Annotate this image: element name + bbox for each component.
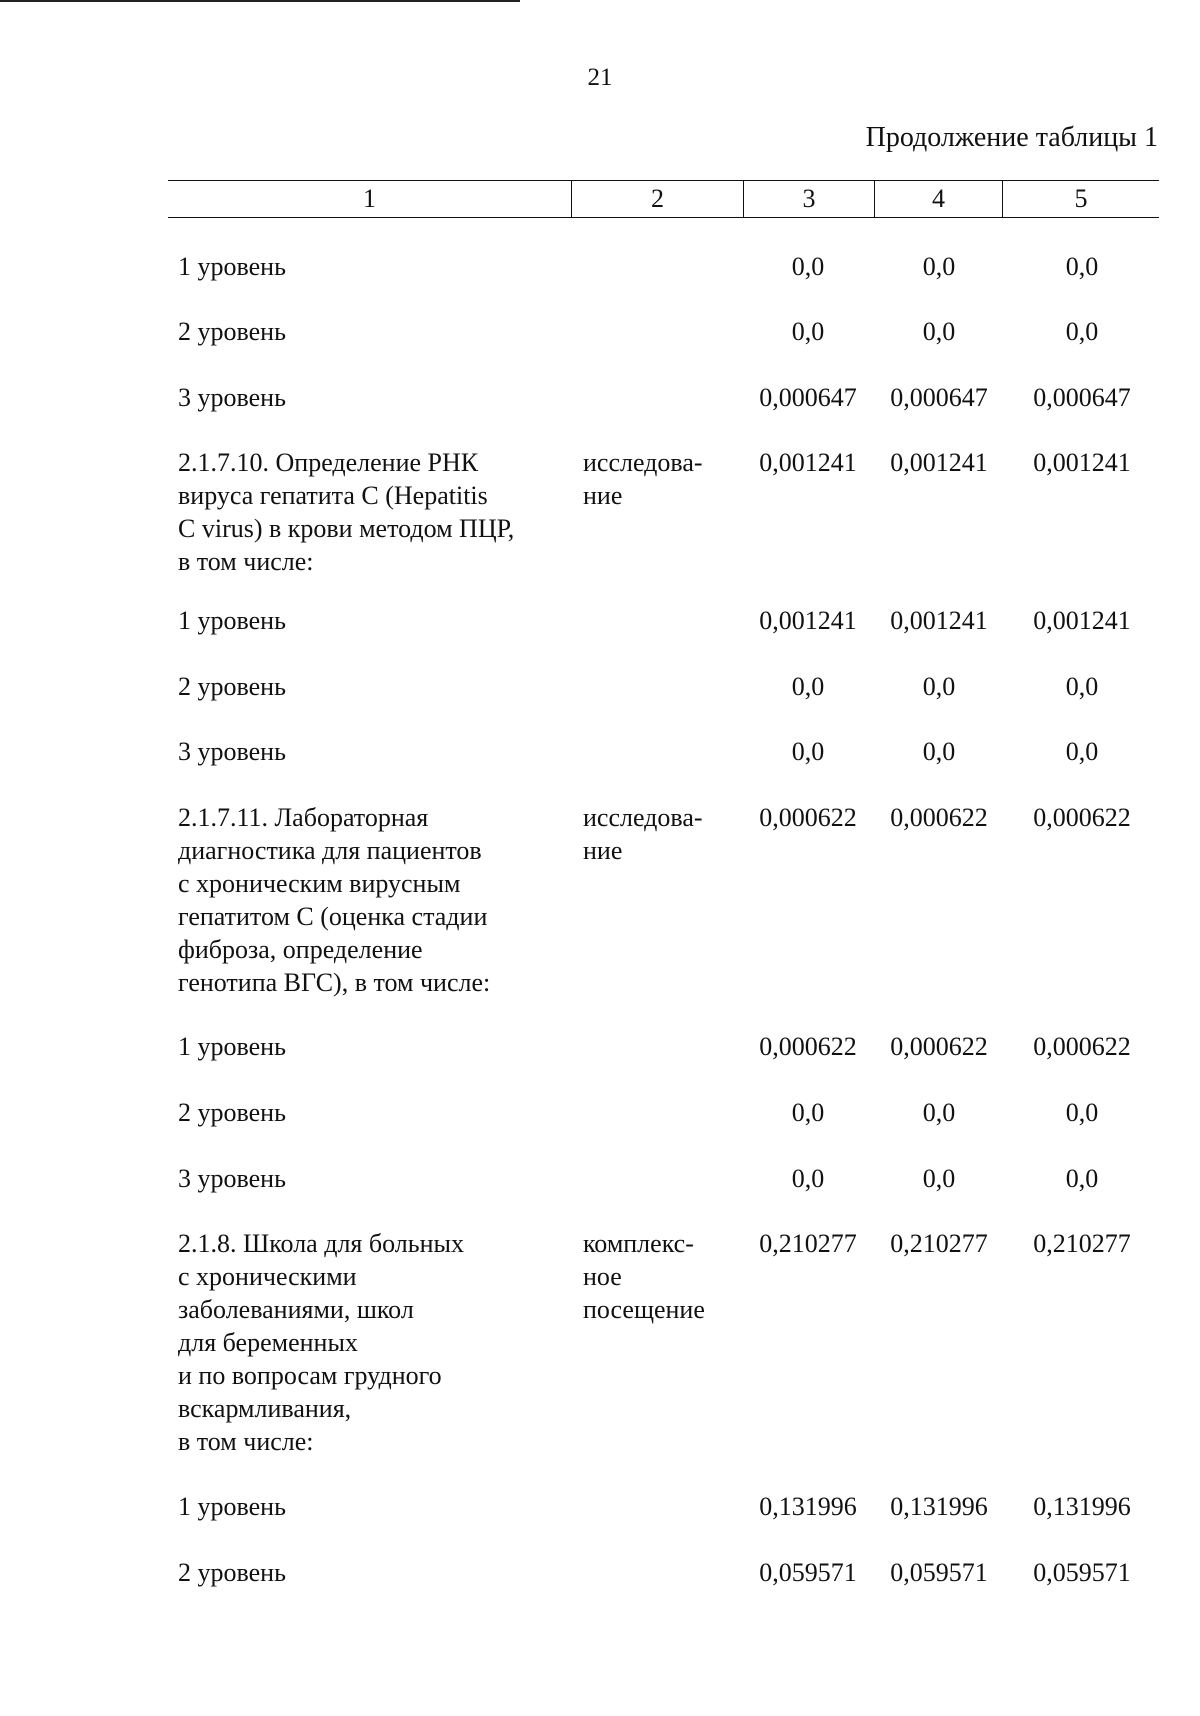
row-value-col5: 0,000622 [1033,803,1131,832]
row-value-col5: 0,059571 [1033,1558,1131,1587]
row-value-col4: 0,0 [922,737,956,766]
row-value-col3: 0,0 [791,1098,825,1127]
row-value-col4: 0,210277 [890,1229,988,1258]
row-value-col3: 0,210277 [759,1229,857,1258]
row-value-col4: 0,0 [922,672,956,701]
row-value-col5: 0,001241 [1033,606,1131,635]
row-value-col4: 0,131996 [890,1492,988,1521]
row-name: 1 уровень [178,606,286,635]
column-header-3: 3 [744,181,875,217]
row-value-col3: 0,001241 [759,448,857,477]
column-header-2: 2 [572,181,744,217]
row-value-col3: 0,0 [791,252,825,281]
row-value-col5: 0,0 [1065,317,1099,346]
row-value-col4: 0,0 [922,317,956,346]
row-value-col3: 0,0 [791,672,825,701]
row-name: 3 уровень [178,1164,286,1193]
row-value-col3: 0,001241 [759,606,857,635]
row-value-col5: 0,001241 [1033,448,1131,477]
row-value-col3: 0,059571 [759,1558,857,1587]
column-header-5: 5 [1074,184,1088,213]
column-header-4: 4 [875,181,1003,217]
row-name: 2.1.7.10. Определение РНК вируса гепатита С (Hepatitis C virus) в крови методом ПЦР, в том числе: [178,448,515,576]
row-value-col5: 0,000622 [1033,1032,1131,1061]
row-unit: комплекс- ное посещение [583,1229,705,1324]
row-name: 2 уровень [178,1098,286,1127]
column-header-1: 1 [168,181,572,217]
row-value-col4: 0,001241 [890,606,988,635]
row-unit: исследова- ние [583,803,703,865]
row-name: 2 уровень [178,317,286,346]
row-name: 2.1.7.11. Лабораторная диагностика для пациентов с хроническим вирусным гепатитом С (оценка стадии фиброза, определение генотипа ВГС), в том числе: [178,803,491,997]
row-name: 2 уровень [178,1558,286,1587]
row-value-col5: 0,0 [1065,1098,1099,1127]
row-value-col3: 0,000622 [759,1032,857,1061]
row-value-col4: 0,000622 [890,803,988,832]
row-name: 2 уровень [178,672,286,701]
row-value-col5: 0,0 [1065,1164,1099,1193]
row-value-col4: 0,000647 [890,383,988,412]
row-value-col4: 0,059571 [890,1558,988,1587]
row-value-col5: 0,210277 [1033,1229,1131,1258]
table-continuation-label: Продолжение таблицы 1 [865,122,1158,153]
row-value-col5: 0,0 [1065,252,1099,281]
row-unit: исследова- ние [583,448,703,510]
row-name: 1 уровень [178,252,286,281]
row-value-col3: 0,0 [791,317,825,346]
row-value-col4: 0,0 [922,1164,956,1193]
row-value-col4: 0,000622 [890,1032,988,1061]
row-name: 2.1.8. Школа для больных с хроническими заболеваниями, школ для беременных и по вопросам грудного вскармливания, в том числе: [178,1229,464,1456]
row-name: 1 уровень [178,1492,286,1521]
row-value-col5: 0,0 [1065,737,1099,766]
row-value-col4: 0,001241 [890,448,988,477]
row-value-col3: 0,131996 [759,1492,857,1521]
page-number: 21 [587,64,613,91]
row-value-col5: 0,131996 [1033,1492,1131,1521]
row-value-col4: 0,0 [922,1098,956,1127]
row-value-col3: 0,0 [791,1164,825,1193]
row-name: 1 уровень [178,1032,286,1061]
row-value-col3: 0,000647 [759,383,857,412]
row-value-col3: 0,000622 [759,803,857,832]
row-name: 3 уровень [178,383,286,412]
row-value-col5: 0,000647 [1033,383,1131,412]
row-value-col3: 0,0 [791,737,825,766]
row-value-col5: 0,0 [1065,672,1099,701]
row-name: 3 уровень [178,737,286,766]
row-value-col4: 0,0 [922,252,956,281]
